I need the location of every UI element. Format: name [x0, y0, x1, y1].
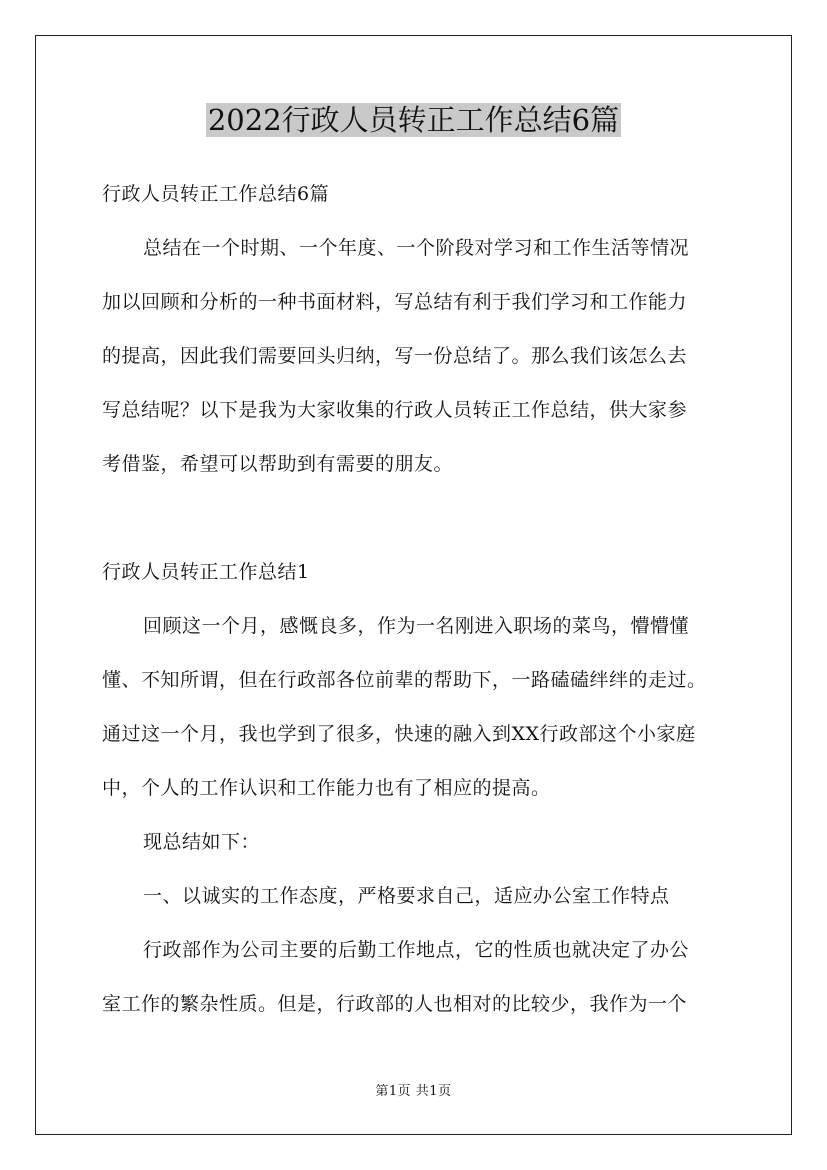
intro-line-3: 的提高，因此我们需要回头归纳，写一份总结了。那么我们该怎么去 [102, 345, 688, 367]
document-title-text: 2022行政人员转正工作总结6篇 [207, 103, 620, 137]
summary-intro: 现总结如下： [143, 831, 261, 853]
point-line-2: 室工作的繁杂性质。但是，行政部的人也相对的比较少，我作为一个 [102, 993, 688, 1015]
section-line-2: 懂、不知所谓，但在行政部各位前辈的帮助下，一路磕磕绊绊的走过。 [102, 669, 707, 691]
document-title [0, 98, 827, 142]
section-heading: 行政人员转正工作总结1 [102, 561, 310, 583]
intro-line-5: 考借鉴，希望可以帮助到有需要的朋友。 [102, 453, 454, 475]
intro-line-2: 加以回顾和分析的一种书面材料，写总结有利于我们学习和工作能力 [102, 291, 688, 313]
point-heading: 一、以诚实的工作态度，严格要求自己，适应办公室工作特点 [143, 885, 670, 907]
page-footer: 第1页 共1页 [375, 1084, 452, 1099]
document-subtitle: 行政人员转正工作总结6篇 [102, 183, 330, 205]
section-line-1: 回顾这一个月，感慨良多，作为一名刚进入职场的菜鸟，懵懵懂 [143, 615, 690, 637]
intro-line-1: 总结在一个时期、一个年度、一个阶段对学习和工作生活等情况 [143, 237, 690, 259]
intro-line-4: 写总结呢？以下是我为大家收集的行政人员转正工作总结，供大家参 [102, 399, 688, 421]
section-line-3: 通过这一个月，我也学到了很多，快速的融入到XX行政部这个小家庭 [102, 723, 696, 745]
section-line-4: 中，个人的工作认识和工作能力也有了相应的提高。 [102, 777, 551, 799]
point-line-1: 行政部作为公司主要的后勤工作地点，它的性质也就决定了办公 [143, 939, 690, 961]
